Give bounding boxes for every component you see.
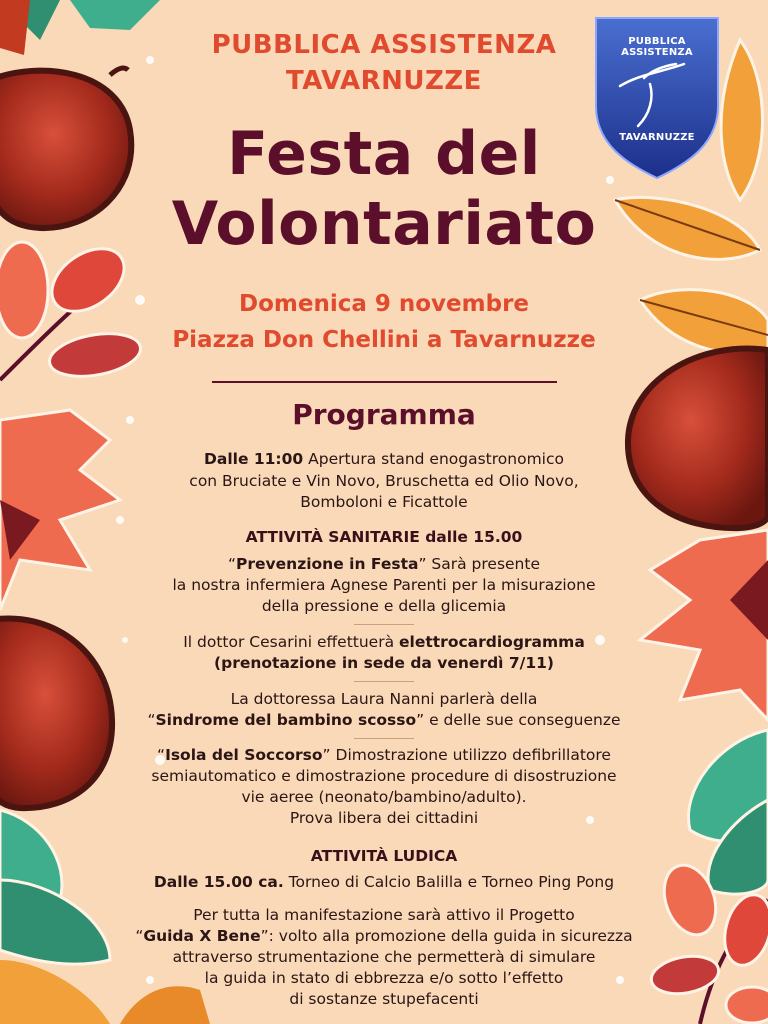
ludica-line-1: Dalle 15.00 ca. Torneo di Calcio Balilla e Torneo Ping Pong	[153, 873, 615, 891]
isola-line-4: Prova libera dei cittadini	[289, 809, 479, 827]
program-title: Programma	[292, 398, 476, 431]
logo-bottom-text: TAVARNUZZE	[619, 132, 695, 143]
prevenzione-line-3: della pressione e della glicemia	[261, 597, 507, 615]
prevenzione-line-1: “Prevenzione in Festa” Sarà presente	[228, 555, 540, 573]
logo-top-text: PUBBLICA ASSISTENZA	[621, 36, 693, 58]
association-logo	[592, 14, 722, 182]
isola-line-1: “Isola del Soccorso” Dimostrazione utilizzo defibrillatore	[157, 746, 611, 764]
intro-line-3: Bomboloni e Ficattole	[300, 493, 468, 511]
organization-name-line1: PUBBLICA ASSISTENZA	[211, 30, 557, 60]
ecg-line-1: Il dottor Cesarini effettuerà elettrocardiogramma	[183, 633, 585, 651]
title-divider	[212, 381, 557, 383]
guida-line-2: “Guida X Bene”: volto alla promozione della guida in sicurezza	[135, 927, 633, 945]
isola-line-2: semiautomatico e dimostrazione procedure di disostruzione	[151, 767, 617, 785]
section-heading-ludica: ATTIVITÀ LUDICA	[310, 847, 458, 865]
guida-line-4: la guida in stato di ebbrezza e/o sotto l’effetto	[204, 969, 564, 987]
section-heading-sanitarie: ATTIVITÀ SANITARIE dalle 15.00	[245, 528, 523, 546]
guida-line-3: attraverso strumentazione che permetterà di simulare	[172, 948, 596, 966]
section-separator	[354, 738, 414, 739]
guida-line-5: di sostanze stupefacenti	[289, 990, 479, 1008]
nanni-line-1: La dottoressa Laura Nanni parlerà della	[230, 690, 538, 708]
event-title-line1: Festa del	[227, 119, 541, 189]
section-separator	[354, 624, 414, 625]
nanni-line-2: “Sindrome del bambino scosso” e delle sue conseguenze	[147, 711, 621, 729]
event-date: Domenica 9 novembre	[238, 291, 530, 317]
isola-line-3: vie aeree (neonato/bambino/adulto).	[241, 788, 527, 806]
prevenzione-line-2: la nostra infermiera Agnese Parenti per la misurazione	[172, 576, 596, 594]
intro-line-1: Dalle 11:00 Apertura stand enogastronomico	[204, 450, 564, 468]
section-separator	[354, 681, 414, 682]
event-place: Piazza Don Chellini a Tavarnuzze	[172, 327, 596, 353]
guida-line-1: Per tutta la manifestazione sarà attivo il Progetto	[193, 906, 575, 924]
ecg-line-2: (prenotazione in sede da venerdì 7/11)	[214, 654, 554, 672]
organization-name-line2: TAVARNUZZE	[286, 66, 482, 96]
event-title-line2: Volontariato	[171, 189, 597, 259]
intro-line-2: con Bruciate e Vin Novo, Bruschetta ed Olio Novo,	[189, 472, 579, 490]
